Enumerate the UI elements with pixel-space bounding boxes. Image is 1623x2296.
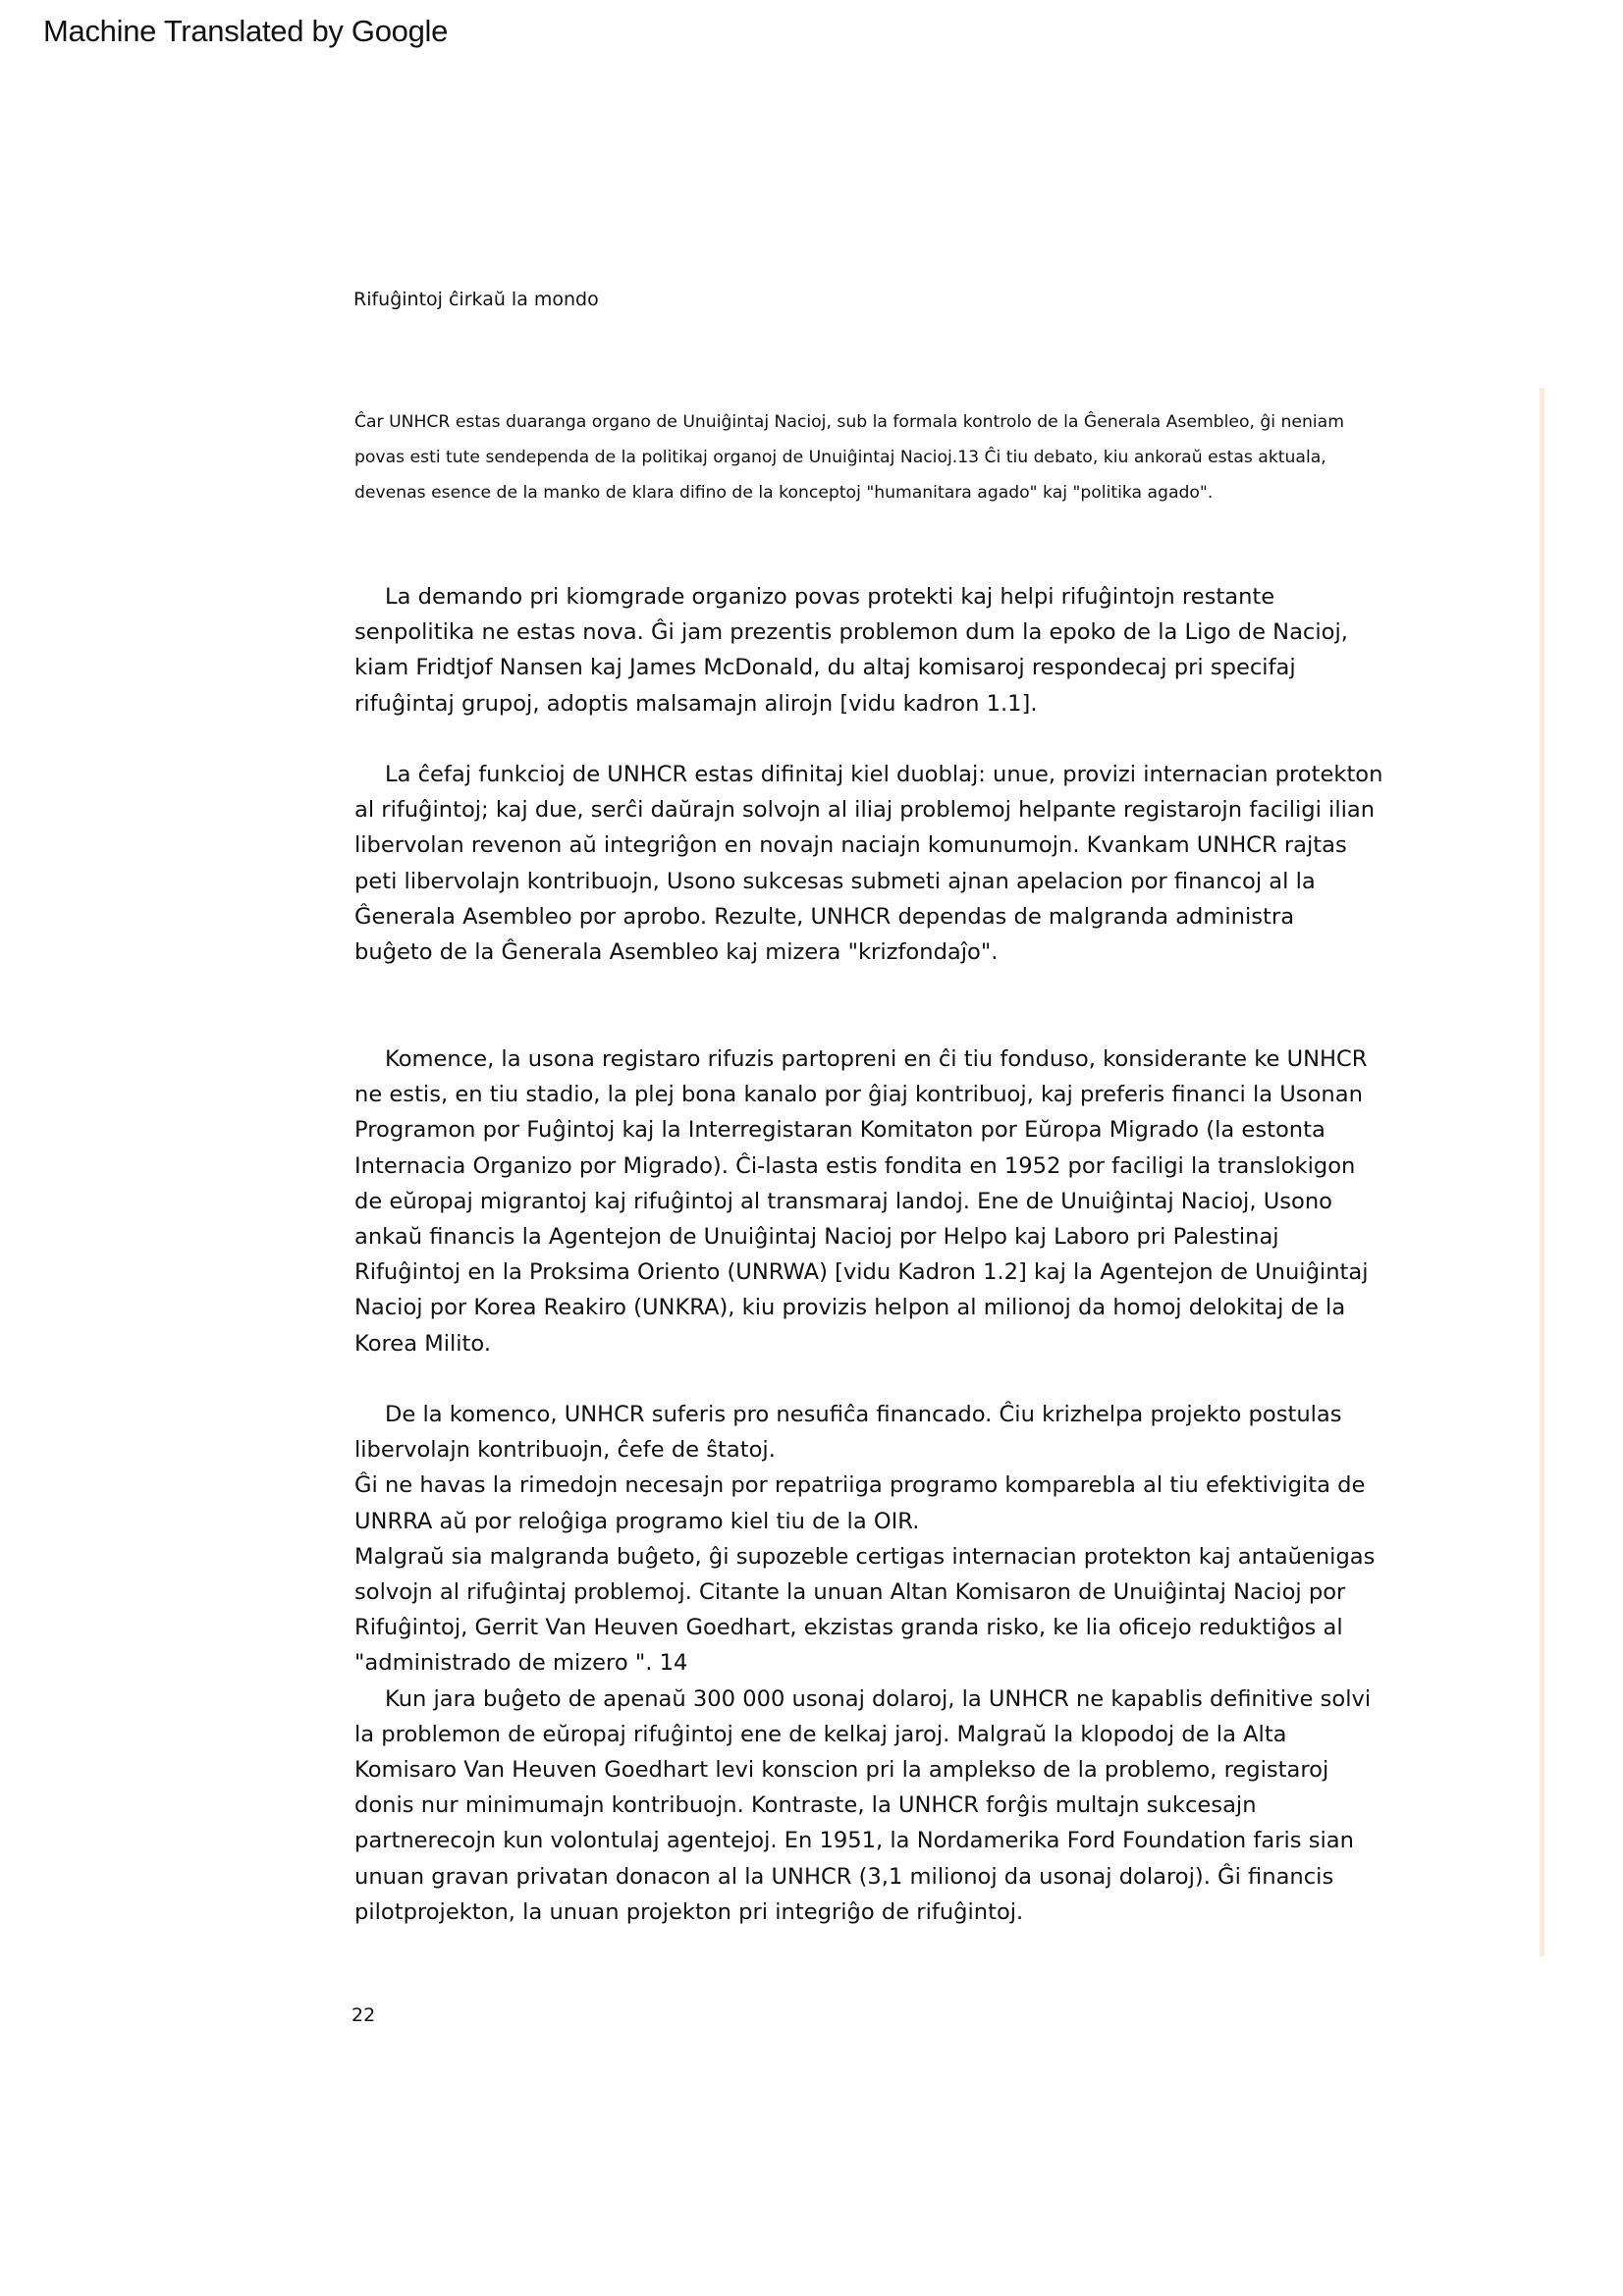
text-line: Komisaro Van Heuven Goedhart levi konscion pri la amplekso de la problemo, registaroj: [354, 1757, 1329, 1784]
footnote-block: [354, 404, 1376, 510]
paragraph-unhcr-functions: [354, 757, 1395, 970]
text-line: Ĝi ne havas la rimedojn necesajn por repatriiga programo komparebla al tiu efektivigita de: [354, 1472, 1366, 1499]
text-line: solvojn al rifuĝintaj problemoj. Citante la unuan Altan Komisaron de Unuiĝintaj Nacioj por: [354, 1579, 1346, 1606]
text-line: kiam Fridtjof Nansen kaj James McDonald, du altaj komisaroj respondecaj pri specifaj: [354, 655, 1296, 681]
text-line: unuan gravan privatan donacon al la UNHCR (3,1 milionoj da usonaj dolaroj). Ĝi financis: [354, 1863, 1334, 1890]
text-line: donis nur minimumajn kontribuojn. Kontraste, la UNHCR forĝis multajn sukcesajn: [354, 1792, 1257, 1819]
machine-translation-banner: Machine Translated by Google: [43, 14, 449, 48]
text-line: Nacioj por Korea Reakiro (UNKRA), kiu provizis helpon al milionoj da homoj delokitaj de la: [354, 1295, 1346, 1321]
text-line: de eŭropaj migrantoj kaj rifuĝintoj al transmaraj landoj. Ene de Unuiĝintaj Nacioj, Usono: [354, 1188, 1332, 1214]
paragraph-insufficient-funding: [354, 1397, 1395, 1930]
text-line: De la komenco, UNHCR suferis pro nesufiĉa financado. Ĉiu krizhelpa projekto postulas: [385, 1402, 1342, 1427]
text-line: peti libervolajn kontribuojn, Usono sukcesas submeti ajnan apelacion por financoj al la: [354, 868, 1316, 894]
text-line: ne estis, en tiu stadio, la plej bona kanalo por ĝiaj kontribuoj, kaj preferis financi la Usonan: [354, 1082, 1363, 1108]
page-number: 22: [352, 2004, 376, 2026]
text-line: Komence, la usona registaro rifuzis partopreni en ĉi tiu fonduso, konsiderante ke UNHCR: [385, 1046, 1368, 1072]
text-line: La ĉefaj funkcioj de UNHCR estas difinitaj kiel duoblaj: unue, provizi internacian protekton: [385, 762, 1383, 787]
text-line: UNRRA aŭ por reloĝiga programo kiel tiu de la OIR.: [354, 1508, 920, 1534]
text-line: Ĝenerala Asembleo por aprobo. Rezulte, UNHCR dependas de malgranda administra: [354, 903, 1295, 930]
text-line: libervolajn kontribuojn, ĉefe de ŝtatoj.: [354, 1437, 776, 1464]
footnote-line: Ĉar UNHCR estas duaranga organo de Unuiĝintaj Nacioj, sub la formala kontrolo de la Ĝenerala Asembleo, ĝi neniam: [354, 412, 1344, 432]
text-line: al rifuĝintoj; kaj due, serĉi daŭrajn solvojn al iliaj problemoj helpante registarojn faciligi ilian: [354, 797, 1376, 824]
footnote-line: devenas esence de la manko de klara difino de la konceptoj "humanitara agado" kaj "politika agado".: [354, 483, 1214, 503]
paragraph-us-funding: [354, 1041, 1395, 1362]
text-line: senpolitika ne estas nova. Ĝi jam prezentis problemon dum la epoko de la Ligo de Nacioj,: [354, 619, 1348, 646]
running-head: Rifuĝintoj ĉirkaŭ la mondo: [353, 289, 599, 310]
footnote-line: povas esti tute sendependa de la politikaj organoj de Unuiĝintaj Nacioj.13 Ĉi tiu debato, kiu ankoraŭ estas aktuala,: [354, 448, 1326, 467]
text-line: Internacia Organizo por Migrado). Ĉi-lasta estis fondita en 1952 por faciligi la translokigon: [354, 1152, 1356, 1179]
paragraph-league-of-nations: [354, 579, 1395, 721]
text-line: Rifuĝintoj, Gerrit Van Heuven Goedhart, ekzistas granda risko, ke lia oficejo reduktiĝos al: [354, 1615, 1343, 1641]
text-line: pilotprojekton, la unuan projekton pri integriĝo de rifuĝintoj.: [354, 1898, 1024, 1925]
text-line: rifuĝintaj grupoj, adoptis malsamajn alirojn [vidu kadron 1.1].: [354, 690, 1038, 717]
text-line: partnerecojn kun volontulaj agentejoj. En 1951, la Nordamerika Ford Foundation faris sian: [354, 1828, 1354, 1854]
margin-rule: [1540, 388, 1544, 1956]
text-line: La demando pri kiomgrade organizo povas protekti kaj helpi rifuĝintojn restante: [385, 584, 1275, 610]
text-line: buĝeto de la Ĝenerala Asembleo kaj mizera "krizfondaĵo".: [354, 939, 999, 966]
text-line: Rifuĝintoj en la Proksima Oriento (UNRWA) [vidu Kadron 1.2] kaj la Agentejon de Unuiĝintaj: [354, 1259, 1369, 1286]
text-line: Korea Milito.: [354, 1330, 492, 1357]
text-line: ankaŭ financis la Agentejon de Unuiĝintaj Nacioj por Helpo kaj Laboro pri Palestinaj: [354, 1224, 1279, 1251]
text-line: Programon por Fuĝintoj kaj la Interregistaran Komitaton por Eŭropa Migrado (la estonta: [354, 1117, 1325, 1144]
text-line: Kun jara buĝeto de apenaŭ 300 000 usonaj dolaroj, la UNHCR ne kapablis definitive solvi: [385, 1685, 1372, 1712]
text-line: la problemon de eŭropaj rifuĝintoj ene de kelkaj jaroj. Malgraŭ la klopodoj de la Alta: [354, 1721, 1287, 1747]
text-line: "administrado de mizero ". 14: [354, 1650, 688, 1677]
text-line: Malgraŭ sia malgranda buĝeto, ĝi supozeble certigas internacian protekton kaj antaŭenigas: [354, 1543, 1376, 1570]
text-line: libervolan revenon aŭ integriĝon en novajn naciajn komunumojn. Kvankam UNHCR rajtas: [354, 832, 1347, 859]
